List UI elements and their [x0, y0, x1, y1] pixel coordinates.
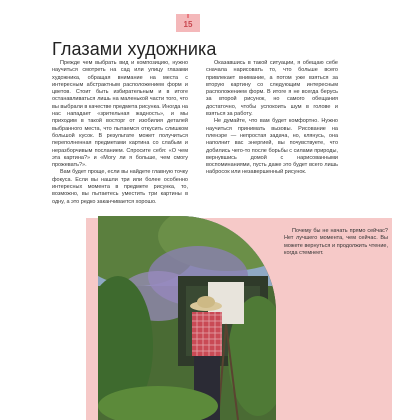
left-text-column [52, 60, 188, 206]
left-paragraph-2: Вам будет проще, если вы найдете главную точку фокуса. Если вы нашли три или более особенно интересных момента в предмете рисунка, то, возможно, вы пытаетесь уместить три картины в одну, а это редко заканчивается хорошо. [52, 169, 188, 205]
right-paragraph-2: Не думайте, что вам будет комфортно. Нужно научиться принимать вызовы. Рисование на пленэре — непростая задача, но, клянусь, она наполнит вас энергией, вы почувствуете, что добились чего-то после борьбы с силами природы, вернувшись домой с нарисованными воспоминаниями, пусть даже это будет всего лишь набросок или незавершенный рисунок. [206, 118, 338, 176]
garden-painter-photo [98, 216, 276, 420]
lower-right-paragraph: Почему бы не начать прямо сейчас? Нет лучшего момента, чем сейчас. Вы можете вернуться и продолжить чтение, когда стемнеет. [284, 228, 388, 256]
page-number: 15 [183, 20, 193, 29]
lower-right-text [284, 228, 388, 257]
page-number-badge [176, 14, 200, 32]
right-text-column [206, 60, 338, 177]
left-paragraph-1: Прежде чем выбрать вид и композицию, нужно научиться смотреть на сад или улицу глазами художника, обращая внимание на места с интересным абстрактным расположением форм и цветов. Стоит быть избирательным и в итоге останавливаться лишь на маленькой части того, что вы выбрали в качестве предмета рисунка. Иногда на нас нападает «зрительная жадность», и мы приходим в такой восторг от изобилия деталей выбранного места, что пытаемся откусить слишком большой кусок. В результате может получиться переполненная предметами картина со слабым и неразборчивым посланием. Спросите себя: «О чем эта картина?» и «Могу ли я больше, чем смогу прожевать?». [52, 60, 188, 169]
right-paragraph-1: Оказавшись в такой ситуации, я обещаю себе сначала нарисовать то, что больше всего привлекает внимание, а потом уже взяться за вторую картину со следующим интересным расположением форм. В итоге я не всегда берусь за второй рисунок, но самого обещания достаточно, чтобы успокоить шум в голове и взяться за работу. [206, 60, 338, 118]
page-title: Глазами художника [52, 39, 217, 59]
page-number-tick [187, 14, 189, 18]
